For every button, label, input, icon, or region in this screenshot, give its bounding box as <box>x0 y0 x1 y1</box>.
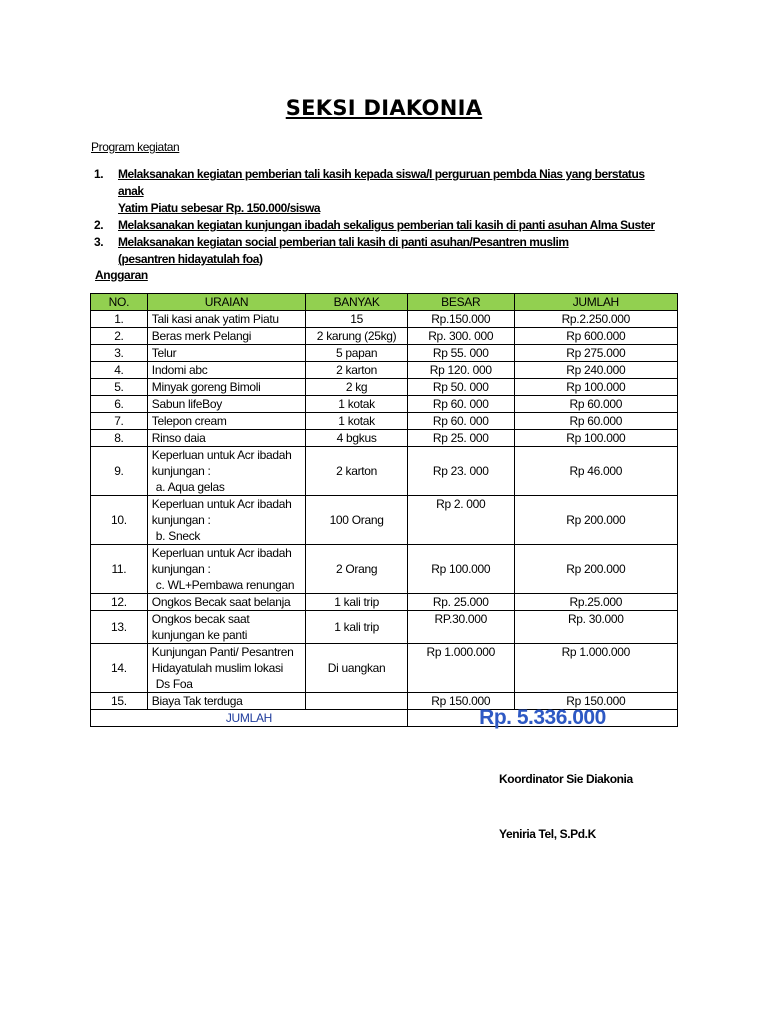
row-unit-price: Rp 55. 000 <box>407 345 514 362</box>
table-row <box>91 413 678 430</box>
row-number: 1. <box>91 311 148 328</box>
row-quantity: 2 karung (25kg) <box>306 328 408 345</box>
program-heading: Program kegiatan <box>91 140 180 154</box>
row-amount: Rp 1.000.000 <box>514 644 677 693</box>
row-quantity: 2 Orang <box>306 545 408 594</box>
row-number: 10. <box>91 496 148 545</box>
row-quantity: 5 papan <box>306 345 408 362</box>
row-quantity: 4 bgkus <box>306 430 408 447</box>
row-description <box>147 693 305 710</box>
row-amount: Rp.25.000 <box>514 594 677 611</box>
row-description <box>147 396 305 413</box>
program-item-text: Melaksanakan kegiatan pemberian tali kasih kepada siswa/I perguruan pembda Nias yang berstatus anak <box>118 167 645 198</box>
row-description-line: c. WL+Pembawa renungan <box>155 578 295 592</box>
row-description-line: Keperluan untuk Acr ibadah <box>151 497 292 511</box>
row-amount: Rp. 30.000 <box>514 611 677 644</box>
row-amount: Rp.2.250.000 <box>514 311 677 328</box>
row-unit-price: Rp 50. 000 <box>407 379 514 396</box>
row-description-line: Telur <box>151 346 177 360</box>
table-row <box>91 594 678 611</box>
table-row <box>91 545 678 594</box>
row-description <box>147 345 305 362</box>
row-description <box>147 430 305 447</box>
row-description <box>147 594 305 611</box>
program-item-number: 1. <box>94 167 104 181</box>
table-row <box>91 496 678 545</box>
row-quantity: 2 karton <box>306 362 408 379</box>
row-unit-price: Rp. 300. 000 <box>407 328 514 345</box>
row-number: 15. <box>91 693 148 710</box>
row-number: 13. <box>91 611 148 644</box>
row-unit-price: Rp 120. 000 <box>407 362 514 379</box>
row-description <box>147 328 305 345</box>
row-amount: Rp 275.000 <box>514 345 677 362</box>
page-title: SEKSI DIAKONIA <box>285 96 483 120</box>
row-description <box>147 611 305 644</box>
row-quantity: 2 kg <box>306 379 408 396</box>
table-row <box>91 396 678 413</box>
row-description-line: Minyak goreng Bimoli <box>151 380 261 394</box>
row-description-line: Ds Foa <box>155 677 193 691</box>
row-description <box>147 362 305 379</box>
row-description-line: Biaya Tak terduga <box>151 694 243 708</box>
row-amount: Rp 200.000 <box>514 545 677 594</box>
row-number: 9. <box>91 447 148 496</box>
table-row <box>91 447 678 496</box>
row-unit-price: Rp.150.000 <box>407 311 514 328</box>
row-description-line: Hidayatulah muslim lokasi <box>151 661 284 675</box>
table-body <box>91 311 678 727</box>
row-number: 4. <box>91 362 148 379</box>
row-description <box>147 413 305 430</box>
row-description-line: kunjungan : <box>151 513 211 527</box>
program-item <box>91 166 671 217</box>
row-quantity <box>306 693 408 710</box>
row-description-line: a. Aqua gelas <box>155 480 225 494</box>
row-description-line: Beras merk Pelangi <box>151 329 252 343</box>
row-description-line: b. Sneck <box>155 529 201 543</box>
row-description-line: Rinso daia <box>151 431 206 445</box>
row-quantity: 1 kotak <box>306 396 408 413</box>
row-quantity: 1 kotak <box>306 413 408 430</box>
table-header-row <box>91 294 678 311</box>
row-description-line: Ongkos Becak saat belanja <box>151 595 291 609</box>
program-item <box>91 217 671 234</box>
row-number: 14. <box>91 644 148 693</box>
row-description <box>147 379 305 396</box>
row-amount: Rp 240.000 <box>514 362 677 379</box>
row-quantity: Di uangkan <box>306 644 408 693</box>
row-quantity: 1 kali trip <box>306 611 408 644</box>
row-description-line: Ongkos becak saat <box>151 612 250 626</box>
row-number: 2. <box>91 328 148 345</box>
row-number: 5. <box>91 379 148 396</box>
row-description-line: kunjungan ke panti <box>151 628 248 642</box>
row-number: 3. <box>91 345 148 362</box>
row-description <box>147 496 305 545</box>
row-unit-price: Rp 60. 000 <box>407 396 514 413</box>
column-header-jumlah: JUMLAH <box>514 294 677 311</box>
table-row <box>91 379 678 396</box>
row-number: 7. <box>91 413 148 430</box>
signature-name: Yeniria Tel, S.Pd.K <box>499 827 596 841</box>
row-number: 6. <box>91 396 148 413</box>
row-description-line: Kunjungan Panti/ Pesantren <box>151 645 294 659</box>
row-quantity: 100 Orang <box>306 496 408 545</box>
total-row <box>91 710 678 727</box>
row-amount: Rp 100.000 <box>514 430 677 447</box>
row-description <box>147 545 305 594</box>
row-description <box>147 447 305 496</box>
row-number: 12. <box>91 594 148 611</box>
row-description-line: Keperluan untuk Acr ibadah <box>151 448 292 462</box>
table-row <box>91 311 678 328</box>
signature-role: Koordinator Sie Diakonia <box>499 772 633 786</box>
column-header-besar: BESAR <box>407 294 514 311</box>
row-unit-price: Rp 150.000 <box>407 693 514 710</box>
row-amount: Rp 60.000 <box>514 413 677 430</box>
row-quantity: 15 <box>306 311 408 328</box>
column-header-uraian: URAIAN <box>147 294 305 311</box>
row-description-line: kunjungan : <box>151 464 211 478</box>
total-value: Rp. 5.336.000 <box>407 710 677 727</box>
row-quantity: 2 karton <box>306 447 408 496</box>
row-description <box>147 644 305 693</box>
table-row <box>91 345 678 362</box>
row-unit-price: Rp 1.000.000 <box>407 644 514 693</box>
row-unit-price: Rp 23. 000 <box>407 447 514 496</box>
program-item-text: (pesantren hidayatulah foa) <box>118 252 263 266</box>
row-description-line: Telepon cream <box>151 414 227 428</box>
row-amount: Rp 600.000 <box>514 328 677 345</box>
row-amount: Rp 46.000 <box>514 447 677 496</box>
budget-table <box>90 293 678 727</box>
row-number: 11. <box>91 545 148 594</box>
row-unit-price: RP.30.000 <box>407 611 514 644</box>
program-item-text: Melaksanakan kegiatan social pemberian tali kasih di panti asuhan/Pesantren muslim <box>118 235 569 249</box>
column-header-banyak: BANYAK <box>306 294 408 311</box>
row-unit-price: Rp 2. 000 <box>407 496 514 545</box>
row-unit-price: Rp 25. 000 <box>407 430 514 447</box>
row-unit-price: Rp. 25.000 <box>407 594 514 611</box>
row-quantity: 1 kali trip <box>306 594 408 611</box>
row-amount: Rp 60.000 <box>514 396 677 413</box>
row-description <box>147 311 305 328</box>
program-item-text: Melaksanakan kegiatan kunjungan ibadah sekaligus pemberian tali kasih di panti asuhan Alma Suster <box>118 218 655 232</box>
row-amount: Rp 150.000 <box>514 693 677 710</box>
row-amount: Rp 100.000 <box>514 379 677 396</box>
row-unit-price: Rp 60. 000 <box>407 413 514 430</box>
row-description-line: Tali kasi anak yatim Piatu <box>151 312 279 326</box>
row-unit-price: Rp 100.000 <box>407 545 514 594</box>
row-description-line: Keperluan untuk Acr ibadah <box>151 546 292 560</box>
program-item <box>91 234 671 268</box>
program-list <box>91 166 671 268</box>
table-row <box>91 611 678 644</box>
row-description-line: Sabun lifeBoy <box>151 397 222 411</box>
column-header-no: NO. <box>91 294 148 311</box>
row-number: 8. <box>91 430 148 447</box>
program-item-text: Yatim Piatu sebesar Rp. 150.000/siswa <box>118 201 321 215</box>
row-description-line: kunjungan : <box>151 562 211 576</box>
table-row <box>91 644 678 693</box>
table-row <box>91 328 678 345</box>
table-row <box>91 362 678 379</box>
program-item-number: 2. <box>94 218 104 232</box>
row-description-line: Indomi abc <box>151 363 208 377</box>
program-item-number: 3. <box>94 235 104 249</box>
budget-heading: Anggaran <box>95 268 148 282</box>
total-label: JUMLAH <box>91 710 408 727</box>
row-amount: Rp 200.000 <box>514 496 677 545</box>
table-row <box>91 430 678 447</box>
